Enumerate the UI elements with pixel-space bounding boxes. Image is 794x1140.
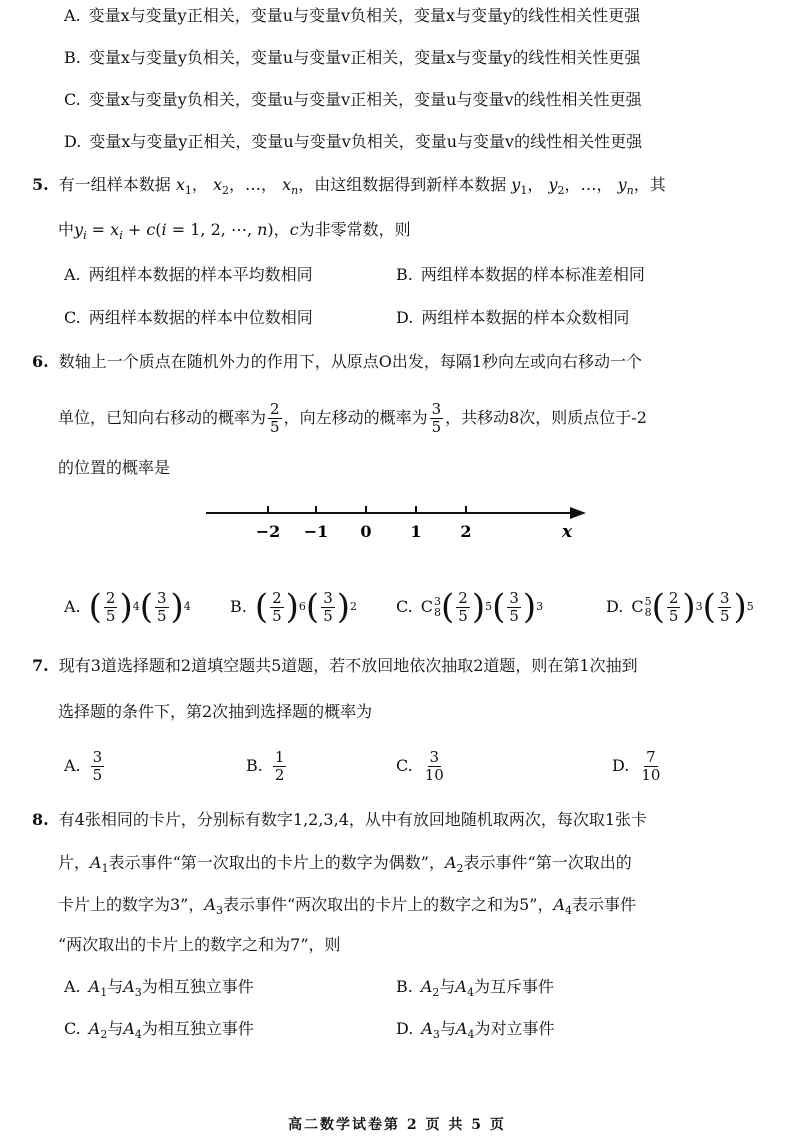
q7-stem-line2: 选择题的条件下，第2次抽到选择题的概率为 <box>58 702 373 721</box>
q4-option-b: B. 变量x与变量y负相关，变量u与变量v正相关，变量x与变量y的线性相关性更强 <box>64 48 641 67</box>
page-footer: 高二数学试卷第 2 页 共 5 页 <box>288 1117 506 1133</box>
q6-stem-line2: 单位，已知向右移动的概率为 $\frac{2}{5}$ ，向左移动的概率为 $\frac{3}{5}$ ，共移动8次，则质点位于-2 <box>58 400 647 436</box>
q8-stem-line2: 片，$A_1$表示事件“第一次取出的卡片上的数字为偶数”，$A_2$表示事件“第一次取出的 <box>58 853 632 876</box>
q8-stem-line3: 卡片上的数字为3”，$A_3$表示事件“两次取出的卡片上的数字之和为5”，$A_4$表示事件 <box>58 895 637 918</box>
q8-stem-line4: “两次取出的卡片上的数字之和为7”，则 <box>58 935 341 954</box>
q6-stem-line3: 的位置的概率是 <box>58 458 171 477</box>
q6-option-b: B. ( $\frac{2}{5}$ ) 6 ( $\frac{3}{5}$ ) 2 <box>230 587 357 627</box>
q6-option-a: A. ( $\frac{2}{5}$ ) 4 ( $\frac{3}{5}$ ) 4 <box>64 587 191 627</box>
q6-option-d: D. C 5 8 ( $\frac{2}{5}$ ) 3 ( $\frac{3}{5}$ ) 5 <box>606 587 754 627</box>
number-line-tick-label: −2 <box>255 522 281 541</box>
q6-option-c: C. C 3 8 ( $\frac{2}{5}$ ) 5 ( $\frac{3}{5}$ ) 3 <box>396 587 544 627</box>
q6-stem-line1: 6. 数轴上一个质点在随机外力的作用下，从原点O出发，每隔1秒向左或向右移动一个 <box>32 352 643 371</box>
q8-option-a: A. $A_1$与$A_3$为相互独立事件 <box>64 977 254 1000</box>
q8-option-b: B. $A_2$与$A_4$为互斥事件 <box>396 977 554 1000</box>
q8-stem-line1: 8. 有4张相同的卡片，分别标有数字1,2,3,4，从中有放回地随机取两次，每次取1张卡 <box>32 810 648 829</box>
q7-option-d: D. $\frac{7}{10}$ <box>612 747 661 784</box>
q5-option-b: B. 两组样本数据的样本标准差相同 <box>396 265 645 284</box>
number-line-tick-label: 2 <box>460 522 472 541</box>
q5-option-a: A. 两组样本数据的样本平均数相同 <box>64 265 313 284</box>
number-line-figure <box>200 496 590 546</box>
q7-option-c: C. $\frac{3}{10}$ <box>396 747 444 784</box>
q4-option-d: D. 变量x与变量y正相关，变量u与变量v负相关，变量u与变量v的线性相关性更强 <box>64 132 643 151</box>
q5-stem-line2: 中$y_i = x_i + c(i = 1$, 2, ⋯, n)，c为非零常数，则 <box>58 220 411 243</box>
q7-option-a: A. $\frac{3}{5}$ <box>64 747 103 784</box>
axis-arrow-icon <box>570 507 586 519</box>
q4-option-c: C. 变量x与变量y负相关，变量u与变量v正相关，变量u与变量v的线性相关性更强 <box>64 90 642 109</box>
q5-stem-line1: 5. 有一组样本数据 $x_1$， $x_2$，…， $x_n$，由这组数据得到新样本数据 $y_1$， $y_2$，…， $y_n$，其 <box>32 175 666 198</box>
q4-option-a: A. 变量x与变量y正相关，变量u与变量v负相关，变量x与变量y的线性相关性更强 <box>64 6 641 25</box>
number-line-tick-label: 1 <box>410 522 422 541</box>
number-line-tick-label: 0 <box>360 522 372 541</box>
q5-option-d: D. 两组样本数据的样本众数相同 <box>396 308 630 327</box>
q7-stem-line1: 7. 现有3道选择题和2道填空题共5道题，若不放回地依次抽取2道题，则在第1次抽到 <box>32 656 638 675</box>
number-line-tick-label: −1 <box>303 522 329 541</box>
q8-option-c: C. $A_2$与$A_4$为相互独立事件 <box>64 1019 254 1042</box>
q5-option-c: C. 两组样本数据的样本中位数相同 <box>64 308 313 327</box>
q7-option-b: B. $\frac{1}{2}$ <box>246 747 285 784</box>
q8-option-d: D. $A_3$与$A_4$为对立事件 <box>396 1019 555 1042</box>
number-line-axis-label: x <box>562 522 573 542</box>
